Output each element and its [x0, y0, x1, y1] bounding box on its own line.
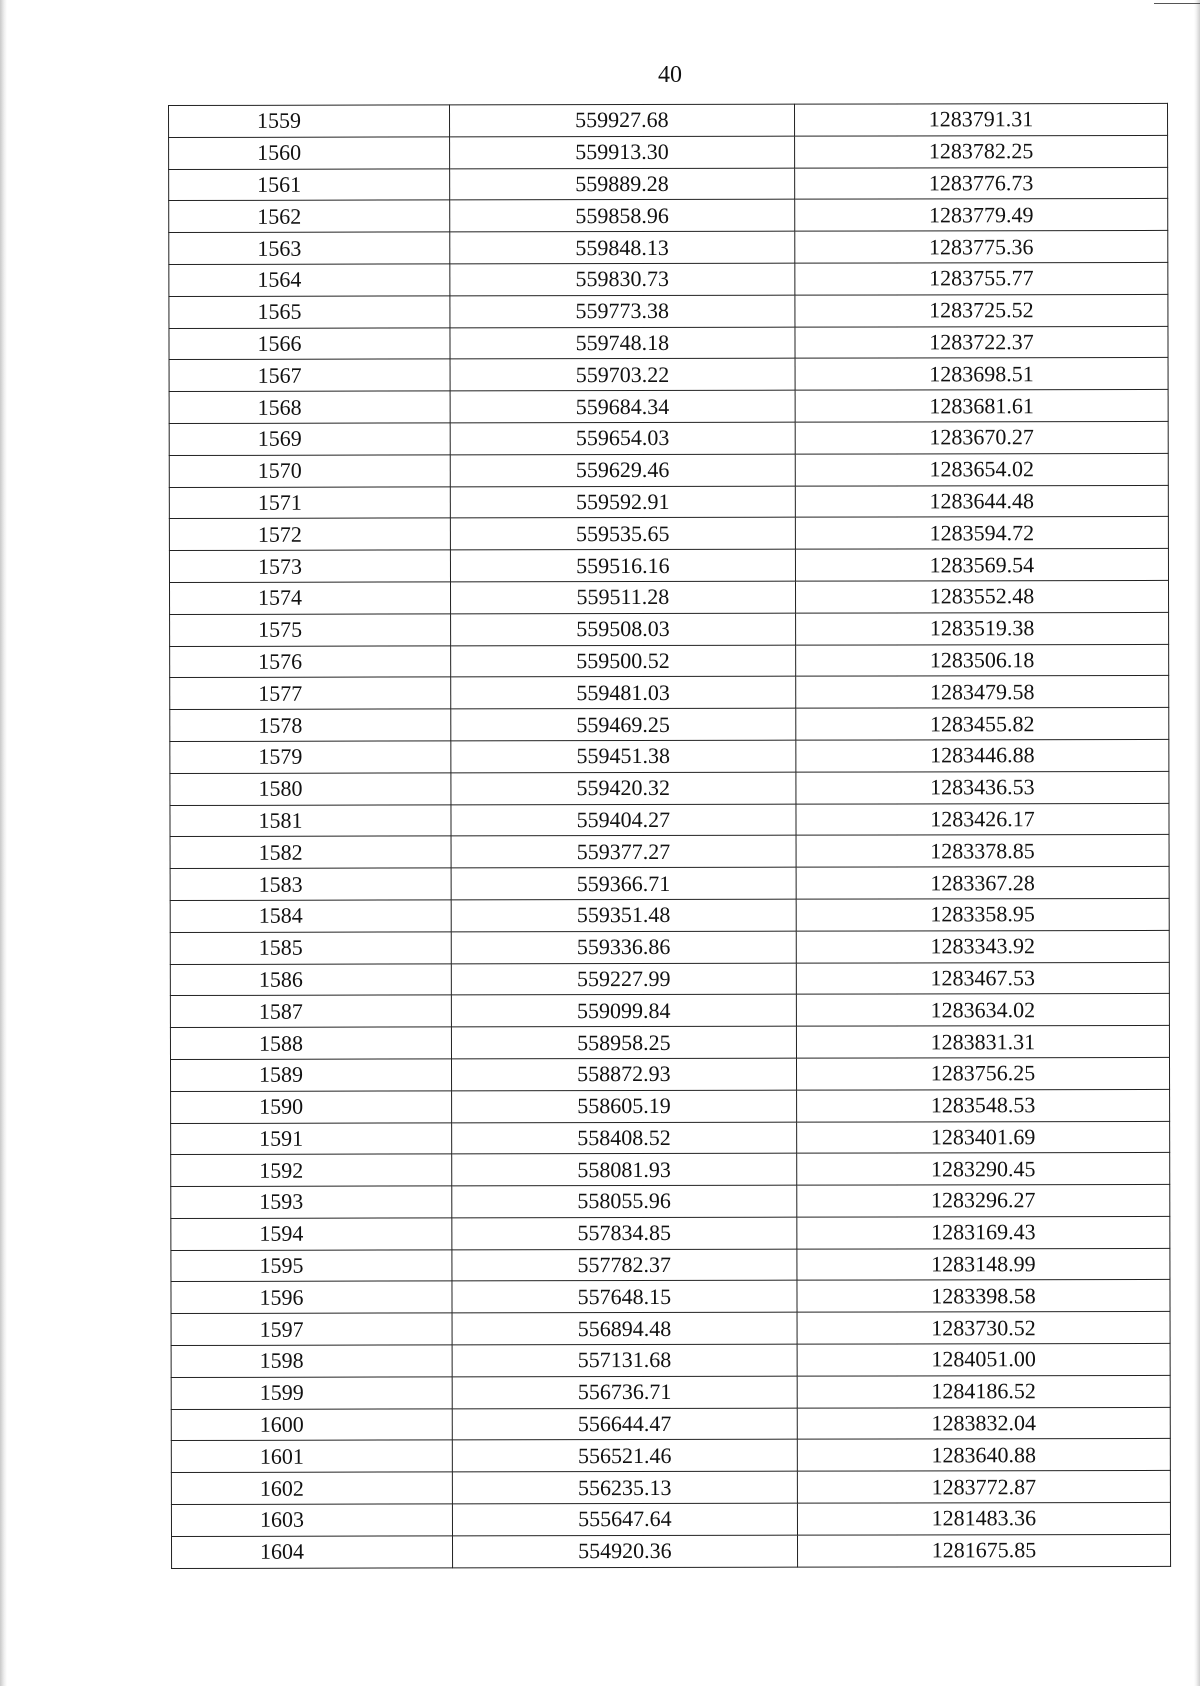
x-coordinate-cell: 559889.28	[449, 168, 794, 201]
x-coordinate-cell: 559420.32	[451, 772, 796, 805]
table-row	[169, 262, 1168, 296]
y-coordinate-cell: 1283725.52	[795, 294, 1168, 327]
table-row	[170, 803, 1169, 837]
point-number-cell: 1582	[170, 836, 451, 868]
y-coordinate-cell: 1283832.04	[797, 1407, 1170, 1440]
x-coordinate-cell: 557131.68	[452, 1344, 797, 1377]
point-number-cell: 1559	[169, 105, 450, 137]
x-coordinate-cell: 559927.68	[449, 104, 794, 137]
table-row	[170, 676, 1169, 710]
x-coordinate-cell: 556644.47	[452, 1408, 797, 1441]
point-number-cell: 1586	[170, 963, 451, 995]
point-number-cell: 1591	[171, 1122, 452, 1154]
y-coordinate-cell: 1283730.52	[797, 1312, 1170, 1345]
point-number-cell: 1562	[169, 200, 450, 232]
x-coordinate-cell: 557834.85	[452, 1217, 797, 1250]
x-coordinate-cell: 557648.15	[452, 1281, 797, 1314]
y-coordinate-cell: 1283548.53	[796, 1089, 1169, 1122]
y-coordinate-cell: 1283640.88	[797, 1439, 1170, 1472]
table-row	[170, 898, 1169, 932]
y-coordinate-cell: 1283654.02	[795, 453, 1168, 486]
point-number-cell: 1603	[171, 1504, 452, 1536]
x-coordinate-cell: 559516.16	[450, 549, 795, 582]
point-number-cell: 1584	[170, 900, 451, 932]
x-coordinate-cell: 558958.25	[451, 1026, 796, 1059]
point-number-cell: 1602	[171, 1472, 452, 1504]
y-coordinate-cell: 1283594.72	[795, 517, 1168, 550]
table-row	[171, 1184, 1170, 1218]
point-number-cell: 1578	[170, 709, 451, 741]
point-number-cell: 1567	[169, 359, 450, 391]
table-row	[169, 358, 1168, 392]
y-coordinate-cell: 1283367.28	[796, 867, 1169, 900]
y-coordinate-cell: 1283455.82	[796, 708, 1169, 741]
y-coordinate-cell: 1283698.51	[795, 358, 1168, 391]
scan-edge-right	[1194, 0, 1200, 1686]
x-coordinate-cell: 557782.37	[452, 1249, 797, 1282]
x-coordinate-cell: 559703.22	[450, 359, 795, 392]
table-row	[171, 1312, 1170, 1346]
point-number-cell: 1588	[170, 1027, 451, 1059]
table-row	[169, 517, 1168, 551]
point-number-cell: 1601	[171, 1440, 452, 1472]
table-row	[169, 326, 1168, 360]
point-number-cell: 1600	[171, 1409, 452, 1441]
x-coordinate-cell: 559684.34	[450, 390, 795, 423]
point-number-cell: 1579	[170, 741, 451, 773]
y-coordinate-cell: 1283519.38	[795, 612, 1168, 645]
y-coordinate-cell: 1283644.48	[795, 485, 1168, 518]
y-coordinate-cell: 1283776.73	[795, 167, 1168, 200]
x-coordinate-cell: 559535.65	[450, 518, 795, 551]
x-coordinate-cell: 556736.71	[452, 1376, 797, 1409]
y-coordinate-cell: 1283398.58	[797, 1280, 1170, 1313]
point-number-cell: 1581	[170, 804, 451, 836]
table-row	[169, 199, 1168, 233]
x-coordinate-cell: 559377.27	[451, 836, 796, 869]
scan-corner-line	[1154, 3, 1200, 4]
point-number-cell: 1560	[169, 137, 450, 169]
point-number-cell: 1573	[169, 550, 450, 582]
x-coordinate-cell: 556894.48	[452, 1312, 797, 1345]
point-number-cell: 1596	[171, 1281, 452, 1313]
y-coordinate-cell: 1283426.17	[796, 803, 1169, 836]
table-row	[171, 1375, 1170, 1409]
point-number-cell: 1566	[169, 327, 450, 359]
table-row	[171, 1153, 1170, 1187]
coordinates-table	[168, 103, 1171, 1569]
table-row	[171, 1439, 1170, 1473]
y-coordinate-cell: 1283775.36	[795, 231, 1168, 264]
x-coordinate-cell: 558055.96	[452, 1185, 797, 1218]
table-row	[171, 1407, 1170, 1441]
y-coordinate-cell: 1283401.69	[797, 1121, 1170, 1154]
x-coordinate-cell: 559858.96	[449, 200, 794, 233]
point-number-cell: 1571	[169, 486, 450, 518]
point-number-cell: 1585	[170, 932, 451, 964]
table-row	[169, 485, 1168, 519]
y-coordinate-cell: 1281675.85	[797, 1534, 1170, 1567]
table-row	[171, 1343, 1170, 1377]
x-coordinate-cell: 559508.03	[450, 613, 795, 646]
x-coordinate-cell: 559629.46	[450, 454, 795, 487]
y-coordinate-cell: 1283634.02	[796, 994, 1169, 1027]
y-coordinate-cell: 1283681.61	[795, 390, 1168, 423]
x-coordinate-cell: 555647.64	[452, 1503, 797, 1536]
table-row	[169, 231, 1168, 265]
x-coordinate-cell: 559848.13	[450, 231, 795, 264]
point-number-cell: 1604	[171, 1536, 452, 1568]
x-coordinate-cell: 558605.19	[451, 1090, 796, 1123]
table-row	[169, 421, 1168, 455]
x-coordinate-cell: 559099.84	[451, 994, 796, 1027]
point-number-cell: 1590	[171, 1091, 452, 1123]
table-row	[170, 867, 1169, 901]
x-coordinate-cell: 559366.71	[451, 867, 796, 900]
x-coordinate-cell: 559481.03	[450, 677, 795, 710]
point-number-cell: 1592	[171, 1154, 452, 1186]
point-number-cell: 1576	[170, 645, 451, 677]
x-coordinate-cell: 558872.93	[451, 1058, 796, 1091]
table-row	[169, 167, 1168, 201]
y-coordinate-cell: 1283670.27	[795, 421, 1168, 454]
y-coordinate-cell: 1283772.87	[797, 1471, 1170, 1504]
page-number: 40	[658, 62, 682, 88]
y-coordinate-cell: 1284051.00	[797, 1343, 1170, 1376]
table-row	[170, 930, 1169, 964]
x-coordinate-cell: 559830.73	[450, 263, 795, 296]
table-row	[170, 612, 1169, 646]
x-coordinate-cell: 559404.27	[451, 804, 796, 837]
point-number-cell: 1587	[170, 995, 451, 1027]
table-row	[169, 103, 1168, 137]
table-row	[169, 549, 1168, 583]
y-coordinate-cell: 1283722.37	[795, 326, 1168, 359]
point-number-cell: 1595	[171, 1250, 452, 1282]
y-coordinate-cell: 1283756.25	[796, 1057, 1169, 1090]
y-coordinate-cell: 1283569.54	[795, 549, 1168, 582]
point-number-cell: 1599	[171, 1377, 452, 1409]
point-number-cell: 1569	[169, 423, 450, 455]
table-row	[170, 644, 1169, 678]
x-coordinate-cell: 558081.93	[451, 1153, 796, 1186]
scan-edge-left	[0, 0, 7, 1686]
table-row	[171, 1248, 1170, 1282]
y-coordinate-cell: 1283296.27	[797, 1184, 1170, 1217]
y-coordinate-cell: 1283436.53	[796, 771, 1169, 804]
point-number-cell: 1598	[171, 1345, 452, 1377]
x-coordinate-cell: 559351.48	[451, 899, 796, 932]
table-row	[171, 1280, 1170, 1314]
x-coordinate-cell: 556521.46	[452, 1440, 797, 1473]
x-coordinate-cell: 559500.52	[450, 645, 795, 678]
point-number-cell: 1580	[170, 773, 451, 805]
point-number-cell: 1589	[170, 1059, 451, 1091]
x-coordinate-cell: 559748.18	[450, 327, 795, 360]
table-row	[171, 1471, 1170, 1505]
point-number-cell: 1565	[169, 296, 450, 328]
point-number-cell: 1572	[169, 518, 450, 550]
y-coordinate-cell: 1283290.45	[797, 1153, 1170, 1186]
x-coordinate-cell: 559336.86	[451, 931, 796, 964]
table-row	[169, 294, 1168, 328]
y-coordinate-cell: 1283343.92	[796, 930, 1169, 963]
table-row	[169, 390, 1168, 424]
x-coordinate-cell: 559654.03	[450, 422, 795, 455]
x-coordinate-cell: 559511.28	[450, 581, 795, 614]
point-number-cell: 1583	[170, 868, 451, 900]
table-row	[169, 580, 1168, 614]
point-number-cell: 1563	[169, 232, 450, 264]
y-coordinate-cell: 1283467.53	[796, 962, 1169, 995]
y-coordinate-cell: 1283148.99	[797, 1248, 1170, 1281]
y-coordinate-cell: 1283446.88	[796, 739, 1169, 772]
x-coordinate-cell: 554920.36	[452, 1535, 797, 1568]
y-coordinate-cell: 1283831.31	[796, 1026, 1169, 1059]
y-coordinate-cell: 1281483.36	[797, 1502, 1170, 1535]
x-coordinate-cell: 559773.38	[450, 295, 795, 328]
point-number-cell: 1593	[171, 1186, 452, 1218]
y-coordinate-cell: 1283782.25	[794, 135, 1167, 168]
table-row	[170, 708, 1169, 742]
y-coordinate-cell: 1283378.85	[796, 835, 1169, 868]
x-coordinate-cell: 558408.52	[451, 1122, 796, 1155]
table-row	[170, 1057, 1169, 1091]
table-row	[169, 453, 1168, 487]
table-row	[170, 1026, 1169, 1060]
x-coordinate-cell: 556235.13	[452, 1471, 797, 1504]
table-row	[171, 1121, 1170, 1155]
point-number-cell: 1561	[169, 169, 450, 201]
x-coordinate-cell: 559451.38	[451, 740, 796, 773]
y-coordinate-cell: 1283169.43	[797, 1216, 1170, 1249]
x-coordinate-cell: 559913.30	[449, 136, 794, 169]
y-coordinate-cell: 1283779.49	[795, 199, 1168, 232]
y-coordinate-cell: 1283479.58	[796, 676, 1169, 709]
coordinates-table-body	[169, 103, 1171, 1568]
point-number-cell: 1568	[169, 391, 450, 423]
table-row	[170, 994, 1169, 1028]
point-number-cell: 1564	[169, 264, 450, 296]
table-row	[170, 962, 1169, 996]
point-number-cell: 1577	[170, 677, 451, 709]
table-row	[170, 739, 1169, 773]
point-number-cell: 1594	[171, 1218, 452, 1250]
y-coordinate-cell: 1284186.52	[797, 1375, 1170, 1408]
y-coordinate-cell: 1283552.48	[795, 580, 1168, 613]
x-coordinate-cell: 559469.25	[451, 708, 796, 741]
point-number-cell: 1574	[169, 582, 450, 614]
y-coordinate-cell: 1283358.95	[796, 898, 1169, 931]
table-row	[171, 1089, 1170, 1123]
table-row	[171, 1216, 1170, 1250]
table-row	[170, 835, 1169, 869]
point-number-cell: 1575	[170, 614, 451, 646]
y-coordinate-cell: 1283755.77	[795, 262, 1168, 295]
x-coordinate-cell: 559227.99	[451, 963, 796, 996]
point-number-cell: 1570	[169, 455, 450, 487]
table-row	[169, 135, 1168, 169]
table-row	[171, 1534, 1170, 1568]
y-coordinate-cell: 1283506.18	[796, 644, 1169, 677]
table-row	[171, 1502, 1170, 1536]
x-coordinate-cell: 559592.91	[450, 486, 795, 519]
y-coordinate-cell: 1283791.31	[794, 103, 1167, 136]
table-row	[170, 771, 1169, 805]
point-number-cell: 1597	[171, 1313, 452, 1345]
